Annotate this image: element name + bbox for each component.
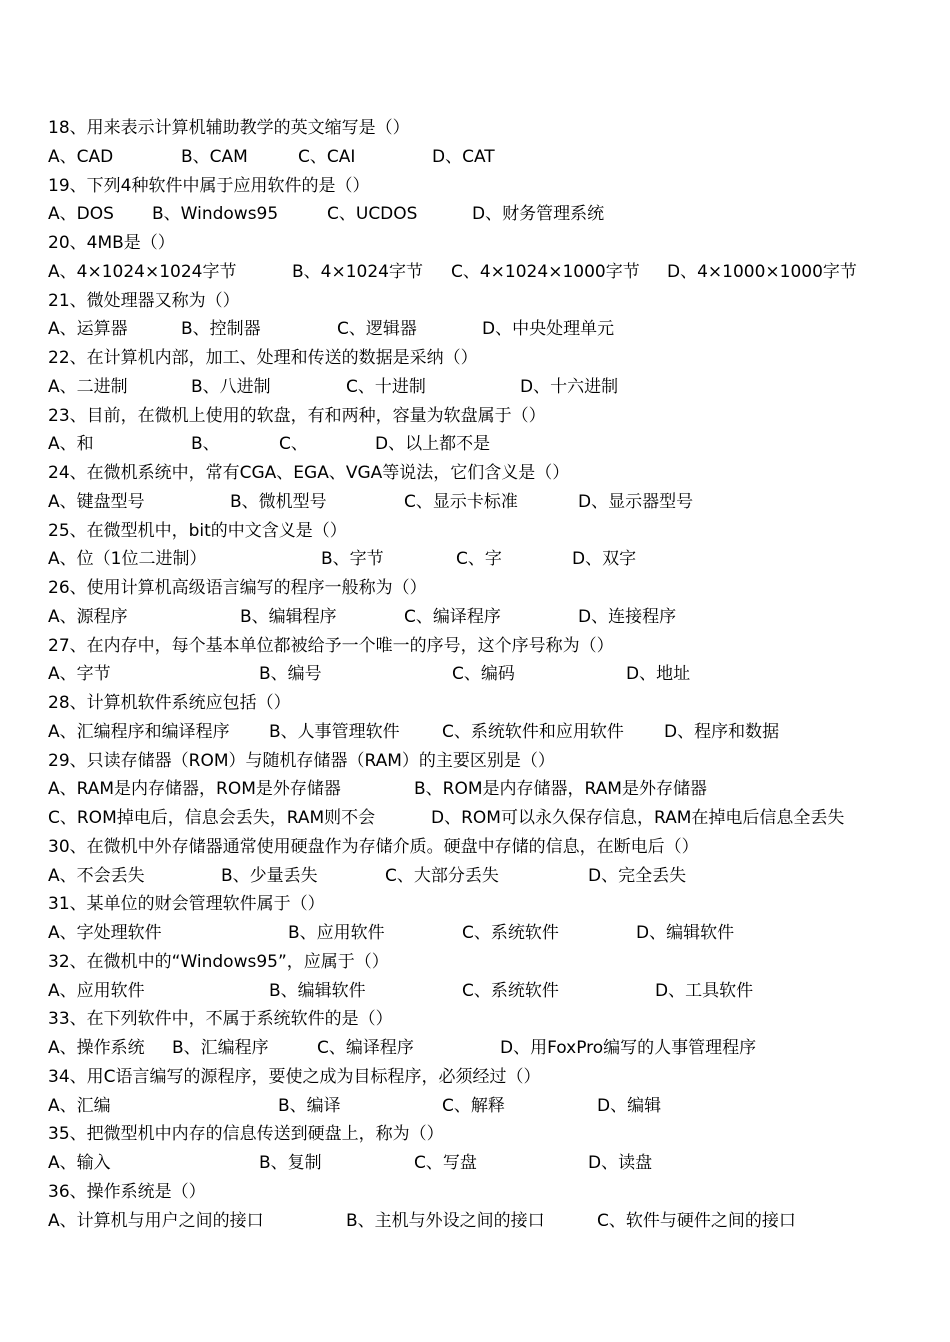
options-row — [48, 775, 928, 804]
answer-option: D、完全丢失 — [588, 865, 687, 886]
options-row — [48, 143, 928, 172]
answer-option: D、中央处理单元 — [482, 319, 615, 340]
answer-option: D、ROM可以永久保存信息，RAM在掉电后信息全丢失 — [431, 808, 845, 828]
question-text: 31、某单位的财会管理软件属于（） — [48, 894, 325, 915]
answer-option: D、读盘 — [588, 1153, 653, 1173]
answer-option: B、字节 — [321, 549, 384, 570]
answer-option: C、编译程序 — [404, 606, 501, 627]
answer-option: A、4×1024×1024字节 — [48, 261, 237, 282]
options-row — [48, 373, 928, 402]
answer-option: A、和 — [48, 434, 94, 455]
options-row — [48, 1149, 928, 1178]
answer-option: B、主机与外设之间的接口 — [346, 1210, 545, 1231]
answer-option: D、连接程序 — [578, 606, 677, 627]
options-row — [48, 430, 928, 459]
answer-option: B、编辑软件 — [269, 980, 366, 1001]
answer-option: A、运算器 — [48, 319, 128, 340]
answer-option: B、应用软件 — [288, 923, 385, 943]
answer-option: D、程序和数据 — [664, 721, 780, 742]
answer-option: B、复制 — [259, 1153, 322, 1173]
answer-option: A、应用软件 — [48, 980, 145, 1001]
answer-option: C、十进制 — [346, 376, 426, 397]
answer-option: A、输入 — [48, 1153, 111, 1173]
answer-option: C、UCDOS — [327, 204, 418, 225]
answer-option: C、逻辑器 — [337, 319, 417, 340]
answer-option: A、字节 — [48, 664, 111, 685]
answer-option: C、系统软件和应用软件 — [442, 721, 624, 742]
question-text: 35、把微型机中内存的信息传送到硬盘上，称为（） — [48, 1124, 444, 1145]
question-text: 23、目前，在微机上使用的软盘，有和两种，容量为软盘属于（） — [48, 405, 546, 426]
options-row — [48, 977, 928, 1006]
answer-option: A、字处理软件 — [48, 923, 162, 943]
answer-option: D、工具软件 — [655, 980, 754, 1001]
answer-option: B、控制器 — [181, 319, 261, 340]
options-row — [48, 718, 928, 747]
answer-option: B、微机型号 — [230, 491, 327, 512]
answer-option: B、汇编程序 — [172, 1038, 269, 1058]
question-text: 32、在微机中的“Windows95”，应属于（） — [48, 951, 389, 972]
answer-option: B、ROM是内存储器，RAM是外存储器 — [414, 779, 707, 800]
options-row — [48, 488, 928, 517]
options-row — [48, 660, 928, 689]
question-text: 30、在微机中外存储器通常使用硬盘作为存储介质。硬盘中存储的信息，在断电后（） — [48, 836, 699, 857]
question-text: 19、下列4种软件中属于应用软件的是（） — [48, 175, 370, 196]
answer-option: A、键盘型号 — [48, 491, 145, 512]
answer-option: A、不会丢失 — [48, 865, 145, 886]
answer-option: B、人事管理软件 — [269, 721, 400, 742]
options-row — [48, 603, 928, 632]
answer-option: A、操作系统 — [48, 1038, 145, 1058]
answer-option: D、编辑软件 — [636, 923, 735, 943]
answer-option: C、编码 — [452, 664, 515, 685]
question-text: 20、4MB是（） — [48, 233, 175, 253]
answer-option: C、CAI — [298, 146, 356, 167]
answer-option: B、4×1024字节 — [292, 261, 423, 282]
question-text: 34、用C语言编写的源程序，要使之成为目标程序，必须经过（） — [48, 1066, 541, 1087]
answer-option: D、以上都不是 — [375, 434, 491, 455]
answer-option: B、Windows95 — [152, 204, 279, 225]
options-row — [48, 862, 928, 891]
options-row — [48, 315, 928, 344]
question-text: 26、使用计算机高级语言编写的程序一般称为（） — [48, 578, 427, 598]
answer-option: C、系统软件 — [462, 923, 559, 943]
question-text: 29、只读存储器（ROM）与随机存储器（RAM）的主要区别是（） — [48, 750, 555, 771]
answer-option: D、双字 — [572, 549, 637, 570]
answer-option: D、用FoxPro编写的人事管理程序 — [500, 1038, 757, 1058]
options-row — [48, 545, 928, 574]
question-text: 24、在微机系统中，常有CGA、EGA、VGA等说法，它们含义是（） — [48, 463, 570, 483]
answer-option: C、系统软件 — [462, 980, 559, 1001]
answer-option: B、编号 — [259, 664, 322, 685]
question-text: 22、在计算机内部，加工、处理和传送的数据是采纳（） — [48, 348, 478, 368]
answer-option: A、汇编程序和编译程序 — [48, 721, 230, 742]
question-text: 21、微处理器又称为（） — [48, 290, 240, 311]
answer-option: D、4×1000×1000字节 — [667, 261, 857, 282]
answer-option: D、十六进制 — [520, 376, 619, 397]
question-text: 33、在下列软件中，不属于系统软件的是（） — [48, 1009, 393, 1030]
answer-option: A、计算机与用户之间的接口 — [48, 1210, 264, 1231]
options-row — [48, 1034, 928, 1063]
answer-option: C、解释 — [442, 1095, 505, 1116]
answer-option: A、源程序 — [48, 606, 128, 627]
question-text: 25、在微型机中，bit的中文含义是（） — [48, 520, 347, 541]
answer-option: A、CAD — [48, 146, 114, 167]
answer-option: C、显示卡标准 — [404, 491, 518, 512]
answer-option: B、编辑程序 — [240, 606, 337, 627]
answer-option: D、显示器型号 — [578, 491, 694, 512]
answer-option: C、字 — [456, 549, 502, 570]
question-text: 28、计算机软件系统应包括（） — [48, 693, 291, 713]
options-row — [48, 1092, 928, 1121]
options-row — [48, 919, 928, 948]
answer-option: A、二进制 — [48, 376, 128, 397]
answer-option: D、地址 — [626, 664, 691, 685]
answer-option: D、编辑 — [597, 1095, 662, 1116]
question-text: 27、在内存中，每个基本单位都被给予一个唯一的序号，这个序号称为（） — [48, 635, 614, 656]
options-row — [48, 804, 928, 833]
answer-option: C、4×1024×1000字节 — [451, 261, 640, 282]
answer-option: B、编译 — [278, 1095, 341, 1116]
options-row — [48, 200, 928, 229]
options-row — [48, 1207, 928, 1236]
answer-option: C、大部分丢失 — [385, 865, 499, 886]
answer-option: D、CAT — [432, 146, 495, 167]
answer-option: A、DOS — [48, 204, 114, 225]
question-list — [48, 114, 928, 1235]
options-row — [48, 258, 928, 287]
answer-option: C、 — [279, 434, 308, 455]
answer-option: C、ROM掉电后，信息会丢失，RAM则不会 — [48, 808, 376, 828]
answer-option: C、写盘 — [414, 1153, 477, 1173]
answer-option: D、财务管理系统 — [472, 204, 605, 225]
answer-option: C、编译程序 — [317, 1038, 414, 1058]
answer-option: A、位（1位二进制） — [48, 549, 207, 570]
answer-option: A、RAM是内存储器，ROM是外存储器 — [48, 779, 341, 800]
answer-option: C、软件与硬件之间的接口 — [597, 1210, 796, 1231]
answer-option: B、少量丢失 — [221, 865, 318, 886]
answer-option: B、 — [191, 434, 220, 455]
question-text: 36、操作系统是（） — [48, 1181, 206, 1202]
question-text: 18、用来表示计算机辅助教学的英文缩写是（） — [48, 118, 410, 138]
answer-option: A、汇编 — [48, 1095, 111, 1116]
answer-option: B、CAM — [181, 146, 248, 167]
answer-option: B、八进制 — [191, 376, 271, 397]
